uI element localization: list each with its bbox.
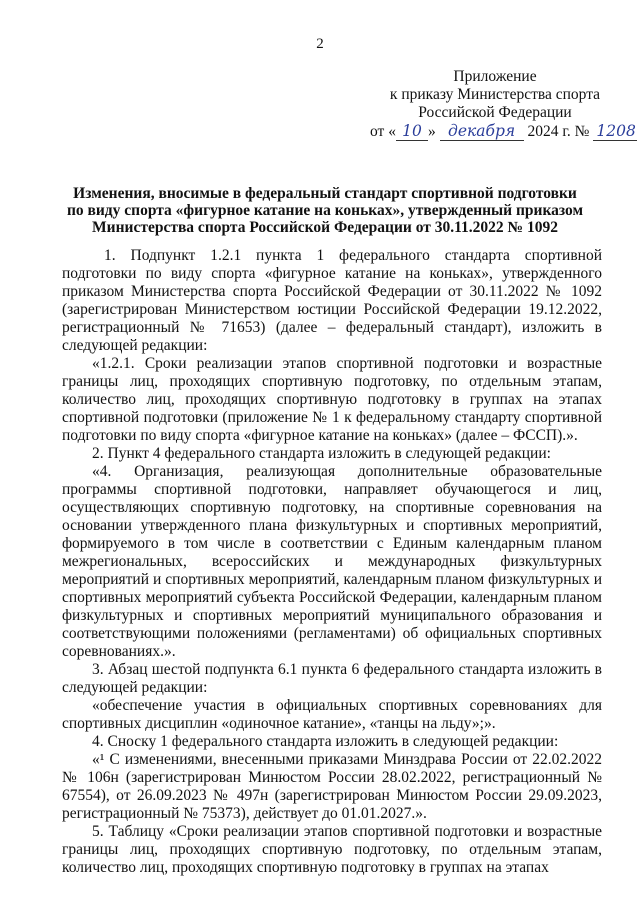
- paragraph-4: 4. Сноску 1 федерального стандарта изложить в следующей редакции:: [92, 733, 559, 750]
- order-year-label: 2024 г. №: [527, 123, 590, 140]
- paragraph-5: 5. Таблицу «Сроки реализации этапов спортивной подготовки и возрастные границы лиц, проходящих спортивную подготовку, по отдельным этапам, количество лиц, проходящих спортивную подготовку в группах на этапах: [62, 823, 602, 876]
- order-date-line: [360, 122, 636, 141]
- page-number: 2: [316, 36, 324, 52]
- order-day-handwritten: 10: [396, 122, 428, 141]
- title-line-1: Изменения, вносимые в федеральный стандарт спортивной подготовки: [73, 185, 577, 202]
- appendix-line-3: Российской Федерации: [418, 104, 572, 121]
- paragraph-2: 2. Пункт 4 федерального стандарта изложить в следующей редакции:: [92, 445, 551, 462]
- appendix-line-1: Приложение: [453, 68, 537, 85]
- title-line-3: Министерства спорта Российской Федерации от 30.11.2022 № 1092: [92, 219, 558, 236]
- paragraph-quote-1-2-1: «1.2.1. Сроки реализации этапов спортивной подготовки и возрастные границы лиц, проходящих спортивную подготовку, по отдельным этапам, количество лиц, проходящих спортивную подготовку в группах на этапах спортивной подготовки (приложение № 1 к федеральному стандарту спортивной подготовки по виду спорта «фигурное катание на коньках» (далее – ФССП).».: [62, 355, 602, 444]
- paragraph-3: 3. Абзац шестой подпункта 6.1 пункта 6 федерального стандарта изложить в следующей редакции:: [62, 661, 602, 696]
- paragraph-1: 1. Подпункт 1.2.1 пункта 1 федерального стандарта спортивной подготовки по виду спорта «фигурное катание на коньках», утвержденного приказом Министерства спорта Российской Федерации от 30.11.2022 № 1092 (зарегистрирован Министерством юстиции Российской Федерации 19.12.2022, регистрационный № 71653) (далее – федеральный стандарт), изложить в следующей редакции:: [62, 247, 602, 354]
- title-line-2: по виду спорта «фигурное катание на коньках», утвержденный приказом: [66, 202, 584, 219]
- appendix-block: [360, 68, 636, 141]
- paragraph-quote-4: «4. Организация, реализующая дополнительные образовательные программы спортивной подготовки, направляет обучающегося и лиц, осуществляющих спортивную подготовку, на спортивные соревнования на основании утвержденного плана физкультурных и спортивных мероприятий, формируемого в том числе в соответствии с Единым календарным планом межрегиональных, всероссийских и международных физкультурных мероприятий и спортивных мероприятий, календарным планом физкультурных и спортивных мероприятий субъекта Российской Федерации, календарным планом физкультурных и спортивных мероприятий муниципального образования и соответствующими положениями (регламентами) об официальных спортивных соревнованиях.».: [62, 463, 602, 660]
- order-quote-close: »: [427, 123, 436, 140]
- order-number-handwritten: 1208: [593, 122, 637, 141]
- document-title: [62, 185, 588, 236]
- paragraph-quote-6-1: «обеспечение участия в официальных спортивных соревнованиях для спортивных дисциплин «одиночное катание», «танцы на льду»;».: [62, 697, 602, 732]
- paragraph-quote-footnote: «¹ С изменениями, внесенными приказами Минздрава России от 22.02.2022 № 106н (зарегистрирован Минюстом России 28.02.2022, регистрационный № 67554), от 26.09.2023 № 497н (зарегистрирован Минюстом России 29.09.2023, регистрационный № 75373), действует до 01.01.2027.».: [62, 751, 602, 822]
- order-month-handwritten: декабря: [440, 122, 524, 141]
- appendix-line-2: к приказу Министерства спорта: [389, 86, 601, 103]
- order-from-label: от «: [370, 123, 396, 140]
- document-body: [62, 247, 602, 877]
